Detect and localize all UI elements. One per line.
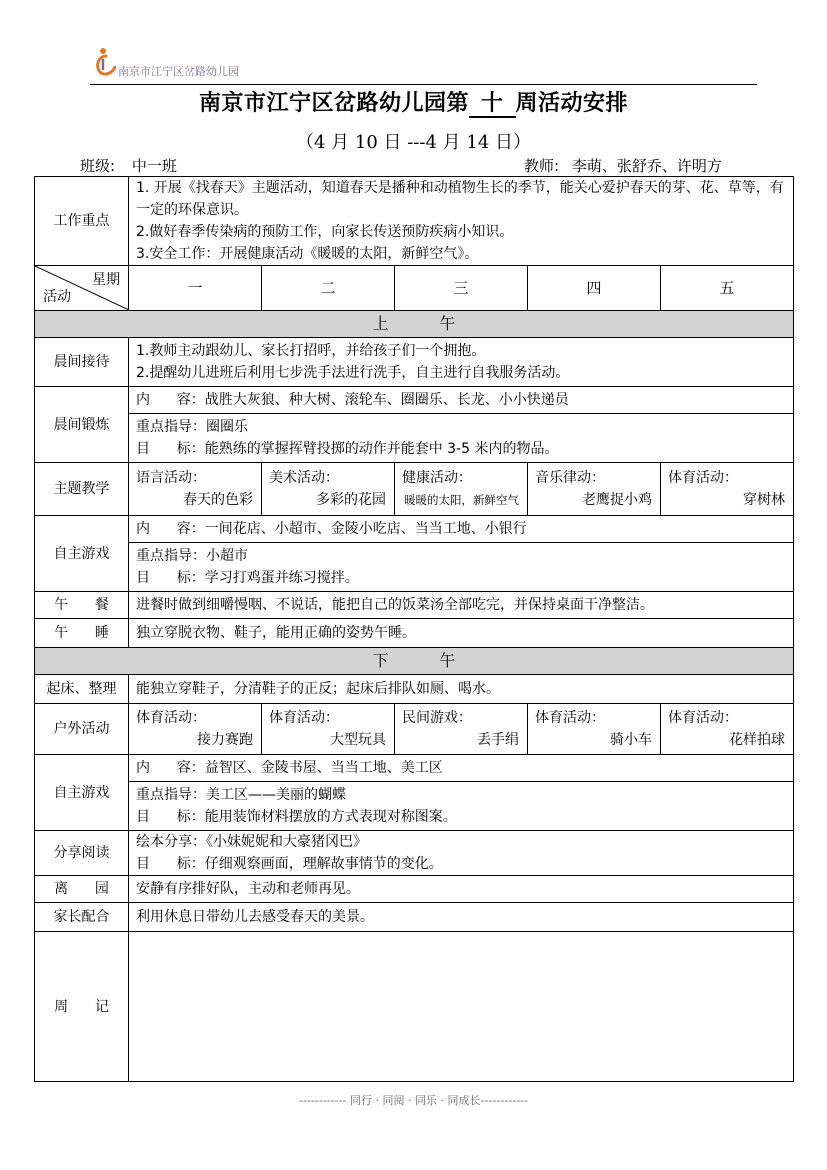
afternoon-free-play-content-line: 内 容：益智区、金陵书屋、当当工地、美工区 <box>129 755 793 782</box>
reading-book: 绘本分享：《小妹妮妮和大豪猪冈巴》 <box>136 834 367 850</box>
afternoon-free-play-goal: 目 标：能用装饰材料摆放的方式表现对称图案。 <box>136 809 457 825</box>
outdoor-item-title: 民间游戏： <box>402 710 472 726</box>
title-prefix: 南京市江宁区岔路幼儿园第 <box>198 90 469 116</box>
morning-exercise-row <box>35 387 794 463</box>
outdoor-item-title: 体育活动： <box>668 710 738 726</box>
reception-line: 1.教师主动跟幼儿、家长打招呼，并给孩子们一个拥抱。 <box>136 343 486 359</box>
work-focus-line: 3.安全工作：开展健康活动《暖暖的太阳，新鲜空气》。 <box>136 246 479 262</box>
row-label: 午 睡 <box>35 619 129 648</box>
day-thursday: 四 <box>528 266 661 311</box>
row-label: 分享阅读 <box>35 831 129 876</box>
nap-text: 独立穿脱衣物、鞋子，能用正确的姿势午睡。 <box>129 619 794 648</box>
nap-row <box>35 619 794 648</box>
outdoor-item <box>661 704 794 755</box>
outdoor-item <box>395 704 528 755</box>
theme-item-value: 穿树林 <box>743 492 785 508</box>
row-label: 户外活动 <box>35 704 129 755</box>
exercise-content <box>129 387 794 463</box>
row-label: 自主游戏 <box>35 755 129 831</box>
weekly-note-row <box>35 932 794 1082</box>
reception-content <box>129 338 794 387</box>
parents-row <box>35 903 794 932</box>
theme-item <box>262 463 395 516</box>
theme-item <box>528 463 661 516</box>
free-play-content-line: 内 容：一间花店、小超市、金陵小吃店、当当工地、小银行 <box>129 516 793 543</box>
outdoor-item <box>528 704 661 755</box>
weekly-schedule-table <box>34 176 794 1082</box>
theme-item-title: 美术活动： <box>269 470 339 486</box>
afternoon-free-play-detail <box>129 782 793 831</box>
wakeup-text: 能独立穿鞋子，分清鞋子的正反；起床后排队如厕、喝水。 <box>129 675 794 704</box>
weekday-label: 星期 <box>92 272 120 288</box>
outdoor-item-title: 体育活动： <box>136 710 206 726</box>
outdoor-item <box>129 704 262 755</box>
row-label: 午 餐 <box>35 592 129 619</box>
morning-section-header: 上 午 <box>35 311 794 338</box>
work-focus-row <box>35 177 794 266</box>
page-header <box>90 44 757 85</box>
teacher-label: 教师: <box>524 157 560 175</box>
row-label: 晨间锻炼 <box>35 387 129 463</box>
parents-text: 利用休息日带幼儿去感受春天的美景。 <box>129 903 794 932</box>
leave-row <box>35 876 794 903</box>
day-tuesday: 二 <box>262 266 395 311</box>
outdoor-item <box>262 704 395 755</box>
row-label: 自主游戏 <box>35 516 129 592</box>
page-title <box>0 86 827 118</box>
leave-text: 安静有序排好队，主动和老师再见。 <box>129 876 794 903</box>
outdoor-item-title: 体育活动： <box>269 710 339 726</box>
day-monday: 一 <box>129 266 262 311</box>
activity-label: 活动 <box>43 289 71 305</box>
work-focus-line: 2.做好春季传染病的预防工作，向家长传送预防疾病小知识。 <box>136 224 514 240</box>
outdoor-item-value: 骑小车 <box>610 732 652 748</box>
class-info <box>80 155 199 177</box>
title-week-number: 十 <box>469 90 516 118</box>
teacher-info <box>524 155 730 177</box>
day-friday: 五 <box>661 266 794 311</box>
exercise-detail <box>129 414 793 463</box>
reading-content <box>129 831 794 876</box>
exercise-goal: 目 标：能熟练的掌握挥臂投掷的动作并能套中 3-5 米内的物品。 <box>136 441 559 457</box>
outdoor-item-value: 接力赛跑 <box>197 732 253 748</box>
reception-line: 2.提醒幼儿进班后利用七步洗手法进行洗手，自主进行自我服务活动。 <box>136 365 570 381</box>
afternoon-free-play-content <box>129 755 794 831</box>
theme-item-title: 体育活动： <box>668 470 738 486</box>
row-label: 主题教学 <box>35 463 129 516</box>
free-play-focus: 重点指导：小超市 <box>136 548 248 564</box>
free-play-detail <box>129 543 793 592</box>
theme-item-value: 春天的色彩 <box>183 492 253 508</box>
outdoor-item-value: 丢手绢 <box>477 732 519 748</box>
weekly-note-text <box>129 932 794 1082</box>
outdoor-item-value: 大型玩具 <box>330 732 386 748</box>
morning-reception-row <box>35 338 794 387</box>
row-label: 家长配合 <box>35 903 129 932</box>
title-suffix: 周活动安排 <box>515 90 629 116</box>
theme-item <box>129 463 262 516</box>
day-header-row <box>35 266 794 311</box>
row-label: 周 记 <box>35 932 129 1082</box>
free-play-content <box>129 516 794 592</box>
morning-free-play-row <box>35 516 794 592</box>
theme-item-title: 语言活动： <box>136 470 206 486</box>
afternoon-section-header: 下 午 <box>35 648 794 675</box>
reading-goal: 目 标：仔细观察画面，理解故事情节的变化。 <box>136 856 443 872</box>
outdoor-row <box>35 704 794 755</box>
row-label: 晨间接待 <box>35 338 129 387</box>
theme-teaching-row <box>35 463 794 516</box>
day-wednesday: 三 <box>395 266 528 311</box>
lunch-row <box>35 592 794 619</box>
work-focus-line: 1. 开展《找春天》主题活动，知道春天是播种和动植物生长的季节，能关心爱护春天的芽、花、草等，有一定的环保意识。 <box>136 180 784 218</box>
outdoor-item-title: 体育活动： <box>535 710 605 726</box>
row-label: 离 园 <box>35 876 129 903</box>
teacher-names: 李萌、张舒乔、许明方 <box>564 155 730 177</box>
diagonal-header-cell <box>35 266 129 311</box>
class-name: 中一班 <box>120 155 199 177</box>
theme-item-value: 暖暖的太阳，新鲜空气 <box>404 493 519 507</box>
page-footer: ------------ 同行 · 同阅 · 同乐 · 同成长------------ <box>298 1094 529 1107</box>
theme-item <box>661 463 794 516</box>
theme-item-title: 音乐律动： <box>535 470 605 486</box>
date-range: （4 月 10 日 ---4 月 14 日） <box>295 132 531 153</box>
theme-item <box>395 463 528 516</box>
row-label: 起床、整理 <box>35 675 129 704</box>
theme-item-value: 老鹰捉小鸡 <box>582 492 652 508</box>
school-logo-icon <box>94 46 116 76</box>
wakeup-row <box>35 675 794 704</box>
row-label: 工作重点 <box>35 177 129 266</box>
free-play-goal: 目 标：学习打鸡蛋并练习搅拌。 <box>136 570 359 586</box>
exercise-focus: 重点指导：圈圈乐 <box>136 419 248 435</box>
theme-item-value: 多彩的花园 <box>316 492 386 508</box>
exercise-content-line: 内 容：战胜大灰狼、种大树、滚轮车、圈圈乐、长龙、小小快递员 <box>129 387 793 414</box>
reading-row <box>35 831 794 876</box>
lunch-text: 进餐时做到细嚼慢咽、不说话，能把自己的饭菜汤全部吃完，并保持桌面干净整洁。 <box>129 592 794 619</box>
afternoon-free-play-focus: 重点指导：美工区——美丽的蝴蝶 <box>136 787 346 803</box>
outdoor-item-value: 花样拍球 <box>729 732 785 748</box>
work-focus-content <box>129 177 794 266</box>
afternoon-free-play-row <box>35 755 794 831</box>
header-school-name: 南京市江宁区岔路幼儿园 <box>118 65 239 78</box>
class-label: 班级: <box>80 157 116 175</box>
theme-item-title: 健康活动： <box>402 470 472 486</box>
